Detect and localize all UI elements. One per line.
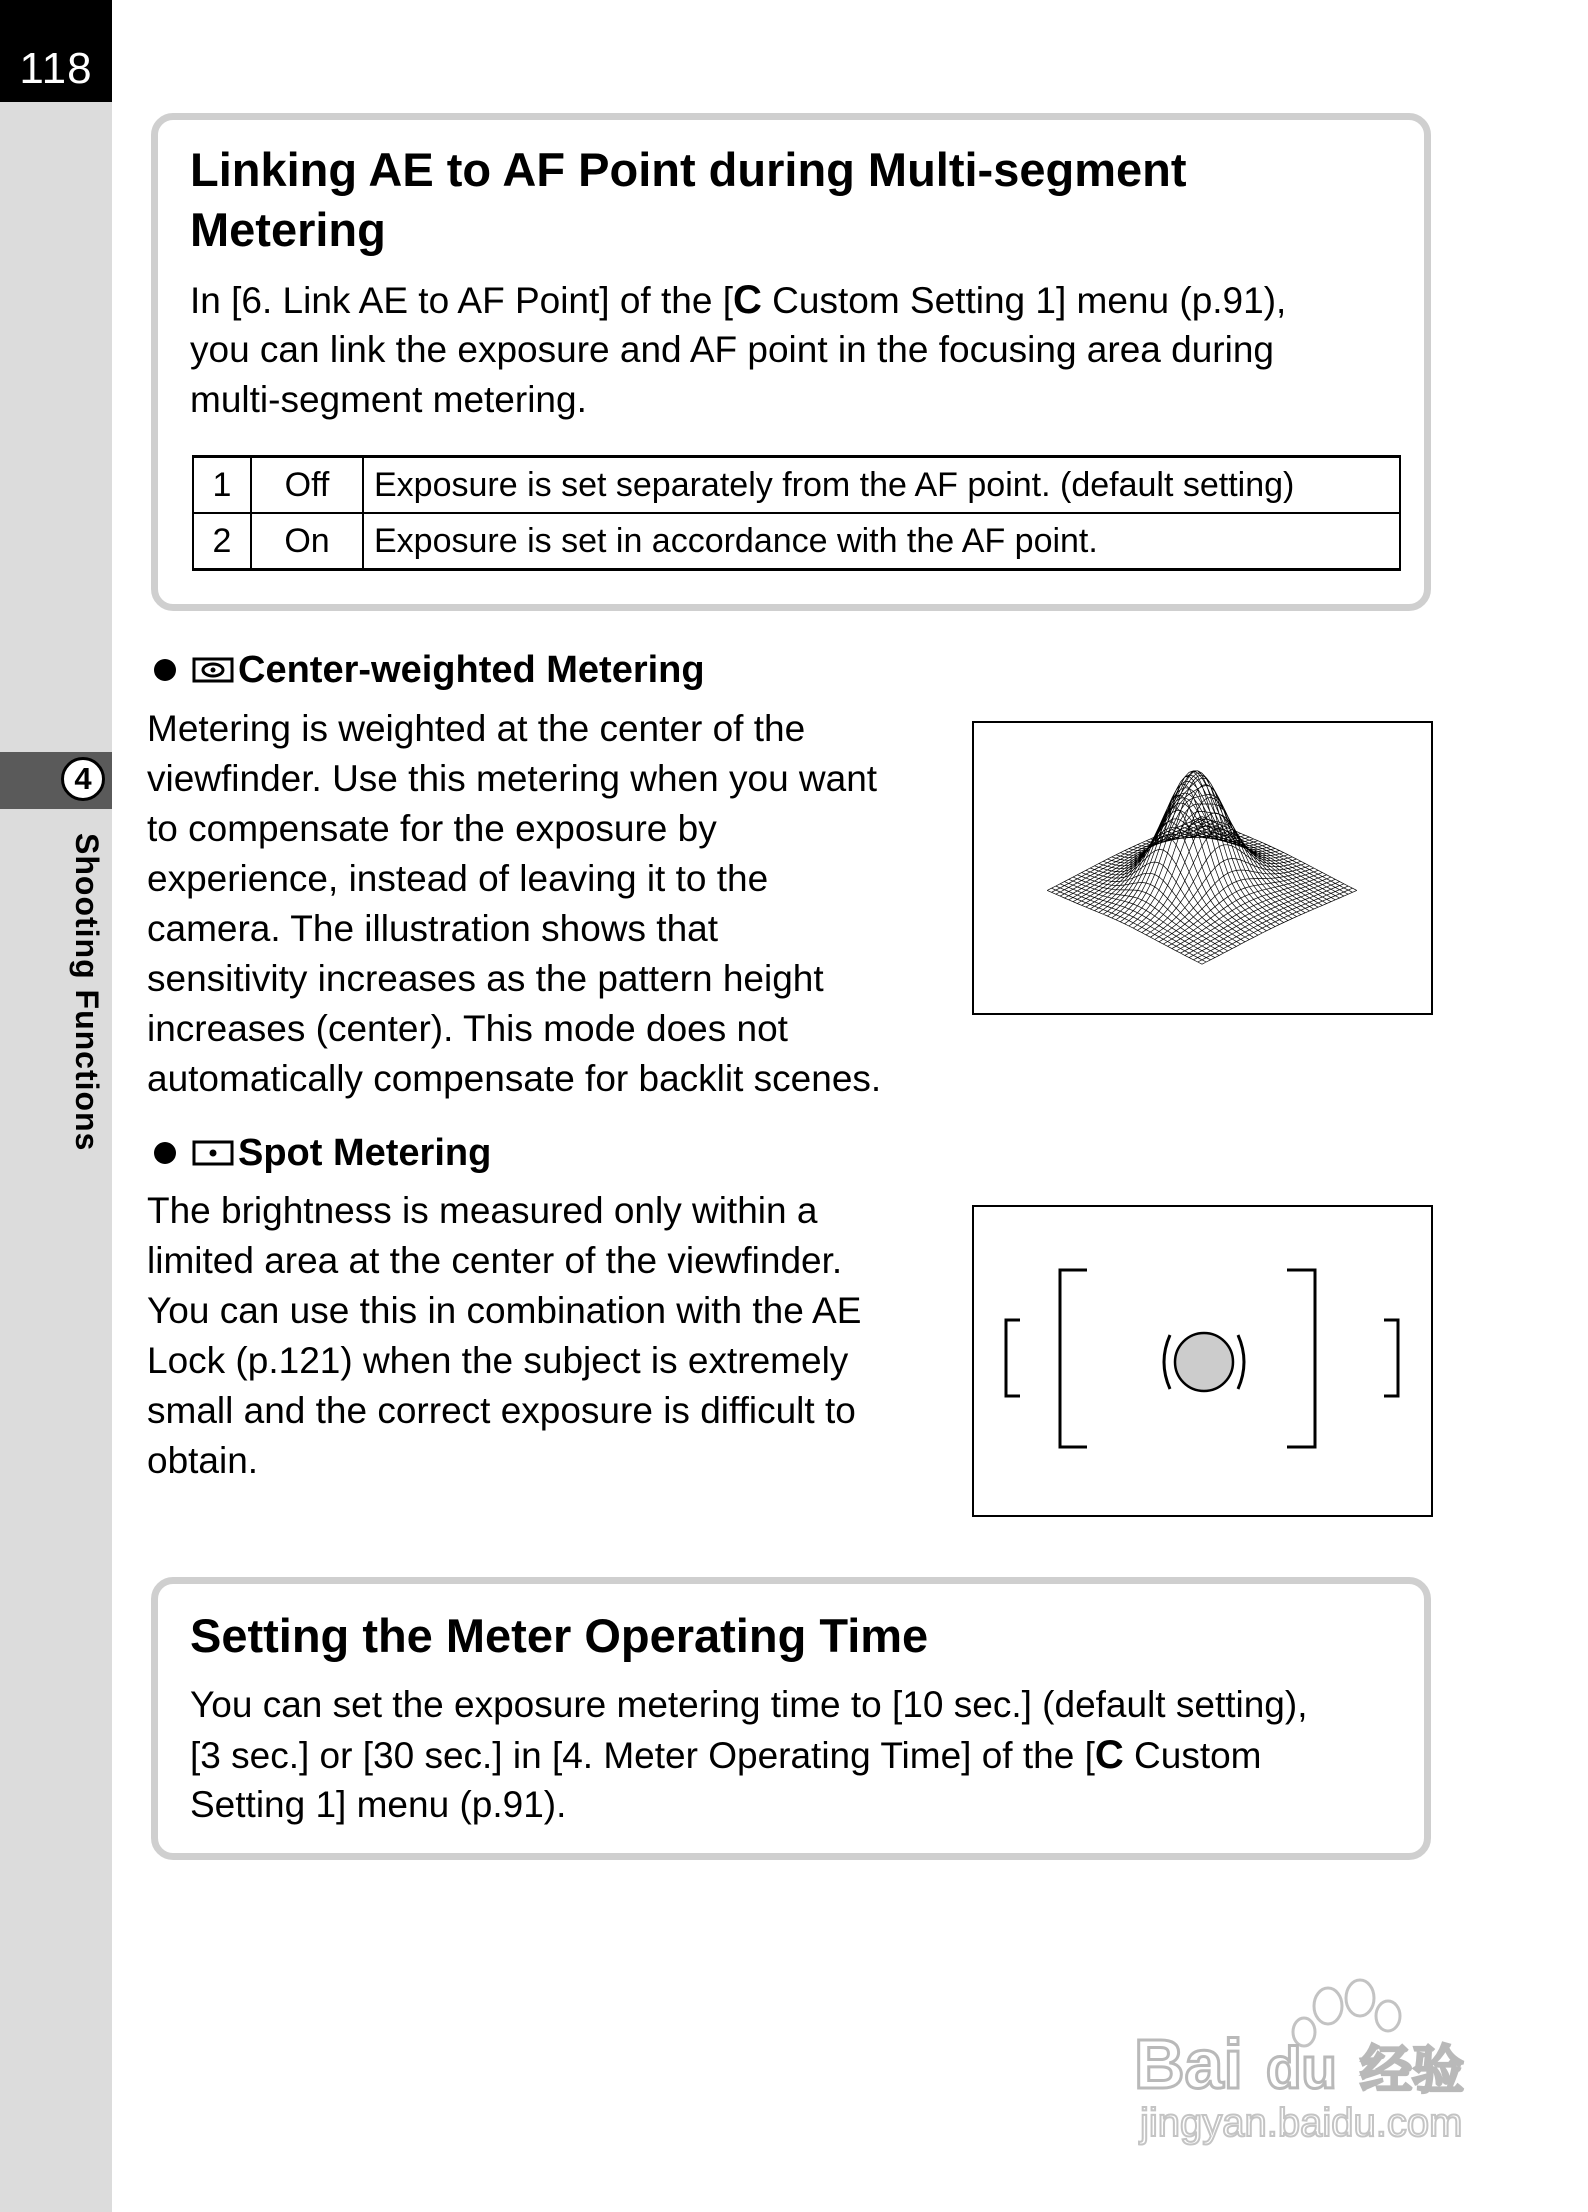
page-number: 118 bbox=[19, 44, 93, 93]
meter-time-line-3: Setting 1] menu (p.91). bbox=[190, 1784, 567, 1825]
center-weighted-line-6: sensitivity increases as the pattern height bbox=[147, 958, 824, 999]
row-description: Exposure is set in accordance with the AF point. bbox=[363, 513, 1400, 570]
ae-link-text-part-b: Custom Setting 1] menu (p.91), bbox=[761, 280, 1287, 321]
watermark-url: jingyan.baidu.com bbox=[1140, 2101, 1463, 2145]
spot-heading bbox=[154, 1130, 491, 1176]
meter-time-line-2 bbox=[190, 1730, 1410, 1781]
spot-line-5: small and the correct exposure is difficult to bbox=[147, 1390, 856, 1431]
ae-link-text-line2: you can link the exposure and AF point in the focusing area during bbox=[190, 329, 1274, 370]
center-weighted-sensitivity-figure bbox=[972, 721, 1433, 1015]
row-option: Off bbox=[251, 457, 363, 514]
bullet-icon bbox=[154, 659, 176, 681]
watermark-brand: Bai bbox=[1134, 2025, 1243, 2103]
meter-time-line-2-part-b: Custom bbox=[1123, 1735, 1262, 1776]
ae-link-text-line1 bbox=[190, 275, 1410, 326]
table-row bbox=[193, 457, 1400, 514]
center-weighted-line-8: automatically compensate for backlit scenes. bbox=[147, 1058, 882, 1099]
spot-line-4: Lock (p.121) when the subject is extremely bbox=[147, 1340, 849, 1381]
meter-time-title: Setting the Meter Operating Time bbox=[190, 1609, 929, 1662]
ae-link-settings-table bbox=[192, 455, 1401, 571]
row-description: Exposure is set separately from the AF point. (default setting) bbox=[363, 457, 1400, 514]
chapter-title: Shooting Functions bbox=[69, 833, 105, 1152]
spot-line-6: obtain. bbox=[147, 1440, 259, 1481]
ae-link-box bbox=[151, 113, 1431, 611]
row-option: On bbox=[251, 513, 363, 570]
meter-time-line-2-part-a: [3 sec.] or [30 sec.] in [4. Meter Operating Time] of the [ bbox=[190, 1735, 1095, 1776]
center-weighted-line-2: viewfinder. Use this metering when you want bbox=[147, 758, 878, 799]
meter-time-line-1: You can set the exposure metering time to [10 sec.] (default setting), bbox=[190, 1684, 1308, 1725]
spot-line-1: The brightness is measured only within a bbox=[147, 1190, 818, 1231]
table-row bbox=[193, 513, 1400, 570]
ae-link-text-part-a: In [6. Link AE to AF Point] of the [ bbox=[190, 280, 733, 321]
watermark-cn: 经验 bbox=[1360, 2041, 1465, 2101]
meter-time-box bbox=[151, 1577, 1431, 1860]
chapter-number: 4 bbox=[61, 757, 105, 801]
page-number-box bbox=[0, 0, 112, 102]
center-weighted-line-4: experience, instead of leaving it to the bbox=[147, 858, 769, 899]
ae-link-title-line1: Linking AE to AF Point during Multi-segment bbox=[190, 143, 1187, 196]
bullet-icon bbox=[154, 1142, 176, 1164]
center-weighted-line-3: to compensate for the exposure by bbox=[147, 808, 717, 849]
row-number: 1 bbox=[193, 457, 251, 514]
spot-line-2: limited area at the center of the viewfinder. bbox=[147, 1240, 843, 1281]
spot-heading-text: Spot Metering bbox=[238, 1132, 492, 1174]
sensitivity-mesh-illustration bbox=[974, 723, 1431, 1013]
mesh-grid-lines bbox=[1047, 771, 1357, 964]
center-weighted-metering-icon bbox=[192, 656, 234, 684]
paw-toe-1 bbox=[1314, 1988, 1342, 2024]
center-weighted-line-7: increases (center). This mode does not bbox=[147, 1008, 788, 1049]
spot-metering-icon bbox=[192, 1139, 234, 1167]
viewfinder-brackets-illustration bbox=[974, 1207, 1431, 1515]
paw-toe-3 bbox=[1376, 2001, 1400, 2031]
center-weighted-heading-text: Center-weighted Metering bbox=[238, 649, 705, 691]
row-number: 2 bbox=[193, 513, 251, 570]
paw-toe-2 bbox=[1346, 1980, 1374, 2016]
watermark-brand2: du bbox=[1266, 2036, 1337, 2101]
spot-line-3: You can use this in combination with the AE bbox=[147, 1290, 862, 1331]
center-weighted-line-5: camera. The illustration shows that bbox=[147, 908, 719, 949]
spot-metering-viewfinder-figure bbox=[972, 1205, 1433, 1517]
center-weighted-heading bbox=[154, 647, 705, 693]
custom-setting-c-icon: C bbox=[1094, 1733, 1124, 1777]
custom-setting-c-icon: C bbox=[733, 278, 762, 322]
ae-link-title-line2: Metering bbox=[190, 203, 386, 256]
center-weighted-line-1: Metering is weighted at the center of the bbox=[147, 708, 806, 749]
ae-link-text-line3: multi-segment metering. bbox=[190, 379, 587, 420]
baidu-jingyan-watermark bbox=[1128, 1968, 1498, 2148]
